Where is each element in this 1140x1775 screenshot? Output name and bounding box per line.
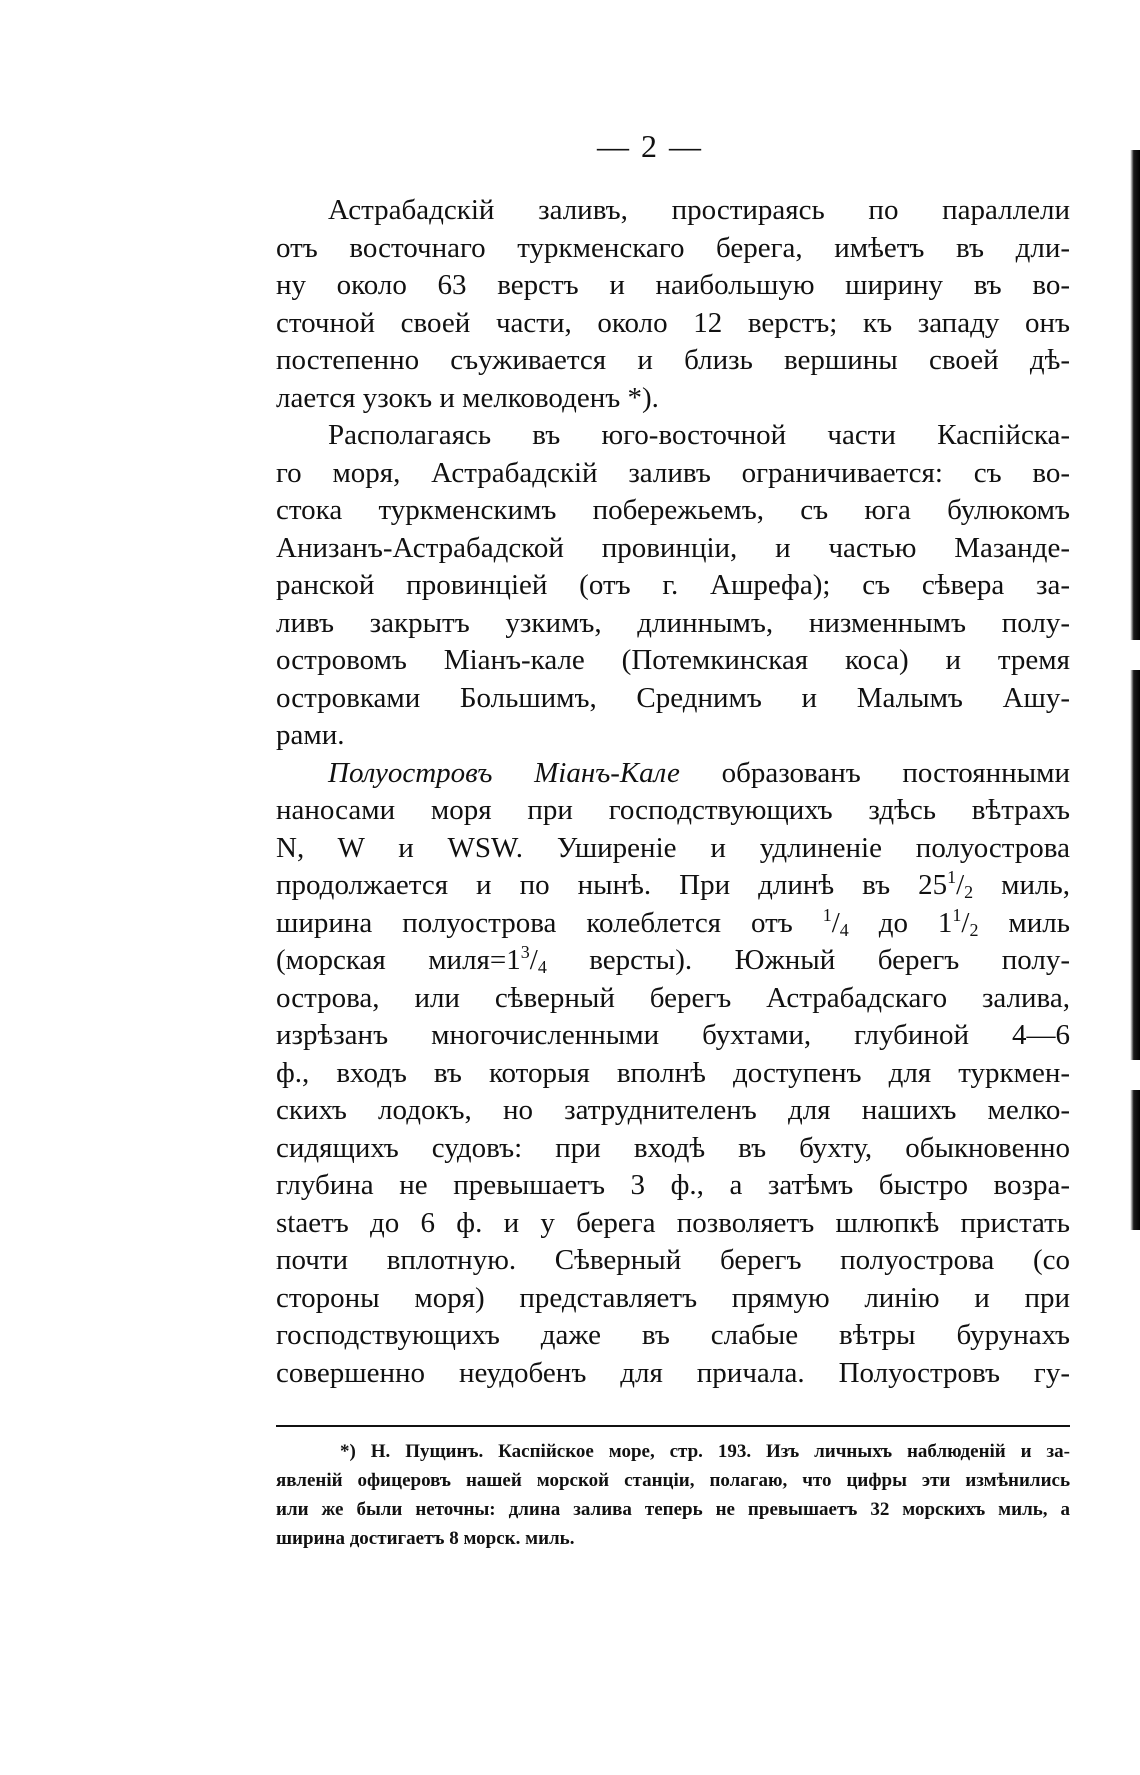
text-fragment: версты). Южный берегъ полу- bbox=[546, 944, 1070, 976]
text-line: господствующихъ даже въ слабые вѣтры бурунахъ bbox=[276, 1319, 1070, 1351]
text-line: глубина не превышаетъ 3 ф., а затѣмъ быстро возра- bbox=[276, 1169, 1070, 1201]
paragraph-1 bbox=[276, 192, 1070, 417]
text-line: staетъ до 6 ф. и у берега позволяетъ шлюпкѣ пристать bbox=[276, 1206, 1070, 1239]
text-line: ф., входъ въ которыя вполнѣ доступенъ для туркмен- bbox=[276, 1056, 1070, 1089]
main-text bbox=[276, 192, 1070, 1392]
fraction-numerator: 1 bbox=[952, 904, 962, 925]
text-fragment: миль, bbox=[973, 869, 1070, 901]
footnote-line: или же были неточны: длина залива теперь не превышаетъ 32 морскихъ миль, а bbox=[276, 1499, 1070, 1520]
text-line: совершенно неудобенъ для причала. Полуостровъ гу- bbox=[276, 1356, 1070, 1389]
text-line: ну около 63 верстъ и наибольшую ширину въ во- bbox=[276, 269, 1070, 301]
text-fragment: ширина полуострова колеблется отъ bbox=[276, 906, 793, 939]
text-line: N, W и WSW. Уширеніе и удлиненіе полуострова bbox=[276, 831, 1070, 864]
page-edge-gap bbox=[1126, 640, 1140, 670]
page-number: — 2 — bbox=[597, 128, 703, 164]
text-line: изрѣзанъ многочисленными бухтами, глубиной 4—6 bbox=[276, 1019, 1070, 1051]
text-fragment: (морская миля=1 bbox=[276, 944, 521, 976]
text-line: рами. bbox=[276, 719, 345, 751]
text-line: ранской провинціей (отъ г. Ашрефа); съ сѣвера за- bbox=[276, 569, 1070, 601]
footnote-line: ширина достигаетъ 8 морск. миль. bbox=[276, 1528, 575, 1549]
text-line: ширина полуострова колеблется отъ $^1/_4$ до $1^1/_2$ миль bbox=[276, 904, 1070, 940]
text-fragment: продолжается и по нынѣ. При длинѣ въ 25 bbox=[276, 869, 948, 901]
page-edge-gap bbox=[1126, 0, 1140, 150]
footnote-line: *) Н. Пущинъ. Каспійское море, стр. 193. Изъ личныхъ наблюденій и за- bbox=[340, 1441, 1070, 1462]
text-line: постепенно съуживается и близь вершины своей дѣ- bbox=[276, 344, 1070, 376]
text-line: почти вплотную. Сѣверный берегъ полуострова (со bbox=[276, 1244, 1070, 1276]
fraction-denominator: 4 bbox=[537, 957, 547, 977]
text-line: стока туркменскимъ побережьемъ, съ юга булюкомъ bbox=[276, 494, 1070, 526]
fraction-numerator: 1 bbox=[947, 867, 957, 887]
text-line: Астрабадскій заливъ, простираясь по параллели bbox=[328, 194, 1070, 226]
text-line: стороны моря) представляетъ прямую линію и при bbox=[276, 1281, 1070, 1314]
text-line: скихъ лодокъ, но затруднителенъ для нашихъ мелко- bbox=[276, 1094, 1070, 1126]
text-line: отъ восточнаго туркменскаго берега, имѣетъ въ дли- bbox=[276, 231, 1070, 264]
footnote-divider bbox=[276, 1425, 1070, 1427]
fraction-denominator: 4 bbox=[839, 919, 849, 940]
text-fragment: до 1 bbox=[848, 906, 953, 939]
text-line: продолжается и по нынѣ. При длинѣ въ $25^1/_2$ миль, bbox=[276, 867, 1070, 902]
text-line: (морская $миля=1^3/_4$ версты). Южный берегъ полу- bbox=[276, 942, 1070, 977]
fraction-denominator: 2 bbox=[969, 919, 979, 940]
text-line: лается узокъ и мелководенъ *). bbox=[276, 381, 659, 414]
text-line: островомъ Міанъ-кале (Потемкинская коса) и тремя bbox=[276, 644, 1070, 676]
paragraph-3 bbox=[276, 755, 1070, 1393]
footnote-line: явленій офицеровъ нашей морской станціи, полагаю, что цифры эти измѣнились bbox=[276, 1470, 1070, 1491]
text-line bbox=[276, 755, 1070, 793]
text-line: островками Большимъ, Среднимъ и Малымъ Ашу- bbox=[276, 681, 1070, 714]
text-line: го моря, Астрабадскій заливъ ограничивается: съ во- bbox=[276, 456, 1070, 489]
text-line: сточной своей части, около 12 верстъ; къ западу онъ bbox=[276, 306, 1070, 339]
fraction-numerator: 1 bbox=[822, 904, 832, 925]
italic-heading: Полуостровъ Міанъ-Кале bbox=[328, 756, 680, 789]
page-edge-gap bbox=[1126, 1060, 1140, 1090]
fraction-numerator: 3 bbox=[520, 942, 530, 962]
text-line: острова, или сѣверный берегъ Астрабадскаго залива, bbox=[276, 981, 1070, 1014]
text-line: наносами моря при господствующихъ здѣсь вѣтрахъ bbox=[276, 794, 1070, 826]
page-edge-gap bbox=[1126, 1230, 1140, 1775]
text-fragment: миль bbox=[978, 906, 1070, 939]
text-line: сидящихъ судовъ: при входѣ въ бухту, обыкновенно bbox=[276, 1131, 1070, 1164]
text-line: Располагаясь въ юго-восточной части Каспійска- bbox=[328, 419, 1070, 451]
footnote bbox=[276, 1437, 1070, 1553]
text-line: Анизанъ-Астрабадской провинціи, и частью Мазанде- bbox=[276, 531, 1070, 564]
fraction-denominator: 2 bbox=[964, 882, 974, 902]
text-line: ливъ закрытъ узкимъ, длиннымъ, низменнымъ полу- bbox=[276, 606, 1070, 639]
paragraph-2 bbox=[276, 417, 1070, 755]
text-fragment: образованъ постоянными bbox=[679, 756, 1070, 789]
